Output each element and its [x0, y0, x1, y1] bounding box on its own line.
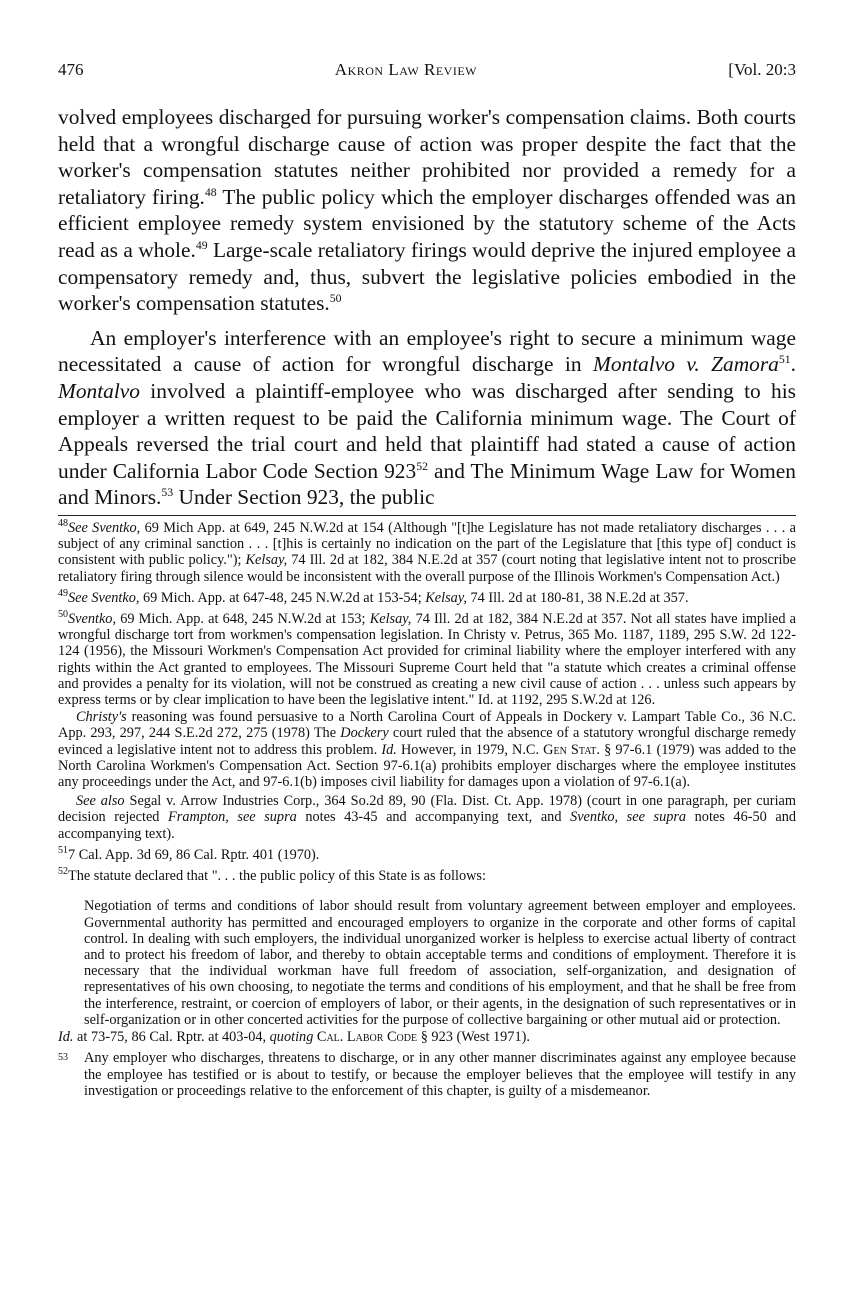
- footnote-52: $^{52}$The statute declared that ". . . the public policy of this State is as follows:: [58, 866, 486, 884]
- body-paragraph-1: volved employees discharged for pursuing worker's compensation claims. Both courts held that a wrongful discharge cause of action was proper despite the fact that the worker's compensation statutes neither prohibited nor provided a remedy for a retaliatory firing.$^{48}$ The public policy which the employer discharges offended was an efficient employee remedy system envisioned by the statutory scheme of the Acts read as a whole.$^{49}$ Large-scale retaliatory firings would deprive the injured employee a compensatory remedy and, thus, subvert the legislative policies embodied in the worker's compensation statutes.$^{50}$: [58, 105, 796, 316]
- body-paragraph-2: An employer's interference with an employee's right to secure a minimum wage necessitated a cause of action for wrongful discharge in Montalvo v. Zamora$^{51}$. Montalvo involved a plaintiff-employee who was discharged after sending to his employer a written request to be paid the California minimum wage. The Court of Appeals reversed the trial court and held that plaintiff had stated a cause of action under California Labor Code Section $923^{52}$ and The Minimum Wage Law for Women and Minors.$^{53}$ Under Section 923, the public: [58, 325, 797, 510]
- case-name: Montalvo: [58, 378, 140, 403]
- running-header: [58, 60, 796, 90]
- footnote-52-citation: Id. at 73-75, 86 Cal. Rptr. at 403-04, quoting Cal. Labor Code § 923 (West 1971).: [58, 1029, 530, 1046]
- footnote-ref-52[interactable]: 52: [416, 459, 428, 473]
- footnote-ref-53[interactable]: 53: [161, 486, 174, 500]
- footnote-50: $^{50}$Sventko, 69 Mich. App. at 648, 245 N.W.2d at 153; Kelsay, 74 Ill. 2d at 182, 384 N.E.2d at 357. Not all states have implied a wrongful discharge tort from workmen's compensation legislation. In Christy v. Petrus, 365 Mo. 1187, 1189, 295 S.W. 2d 122-124 (1956), the Missouri Workmen's Compensation Act provided for criminal liability where the employer interfered with any rights within the Act granted to employees. The Missouri Supreme Court held that "a statute which creates a criminal offense and provides a penalty for its violation, will not be construed as creating a new civil cause of action . . . unless such appears by express terms or by clear implication to have been the legislative intent." Id. at 1192, 295 S.W.2d at 126.: [58, 609, 796, 708]
- footnote-52-quote: Negotiation of terms and conditions of labor should result from voluntary agreement between employer and employees. Governmental authority has permitted and encouraged employers to organize in the corporate and other forms of capital control. In dealing with such employers, the individual unorganized worker is helpless to exercise actual liberty of contract and to protect his freedom of labor, and thereby to obtain acceptable terms and conditions of employment. Therefore it is necessary that the individual workman have full freedom of association, self-organization, and designation of representatives of his own choosing, to negotiate the terms and conditions of his employment, and that he shall be free from the interference, restraint, or coercion of employers of labor, or their agents, in the designation of such representatives or in self-organization or in other concerted activities for the purpose of collective bargaining or other mutual aid or protection.: [84, 898, 796, 1028]
- page: [58, 60, 796, 1099]
- footnote-50-continued-2: See also Segal v. Arrow Industries Corp., 364 So.2d 89, 90 (Fla. Dist. Ct. App. 1978) (court in one paragraph, per curiam decision rejected Frampton, see supra notes 43-45 and accompanying text, and Sventko, see supra notes 46-50 and accompanying text).: [58, 793, 797, 842]
- footnote-51: $^{51}$7 Cal. App. 3d 69, 86 Cal. Rptr. 401 (1970).: [58, 845, 320, 863]
- page-number: 476: [58, 60, 84, 79]
- footnote-53-text: Any employer who discharges, threatens to discharge, or in any other manner discriminates against any employee because the employee has testified or is about to testify, or because the employer believes that the employee will testify in any investigation or proceedings relative to the enforcement of this chapter, is guilty of a misdemeanor.: [84, 1050, 796, 1099]
- footnote-49: $^{49}$See Sventko, 69 Mich. App. at 647-48, 245 N.W.2d at 153-54; Kelsay, 74 Ill. 2d at 180-81, 38 N.E.2d at 357.: [58, 587, 689, 606]
- case-name: Montalvo v. Zamora: [593, 352, 779, 377]
- journal-title: Akron Law Review: [334, 60, 477, 79]
- footnote-ref-49[interactable]: 49: [195, 238, 208, 252]
- footnotes: [58, 520, 796, 1099]
- footnote-divider: [58, 515, 796, 516]
- footnote-ref-48[interactable]: 48: [204, 185, 217, 199]
- footnote-53: 53 Any employer who discharges, threatens to discharge, or in any other manner discriminates against any employee because the employee has testified or is about to testify, or because the employer believes that the employee will testify in any investigation or proceedings relative to the enforcement of this chapter, is guilty of a misdemeanor.: [58, 1050, 796, 1099]
- footnote-ref-51[interactable]: 51: [778, 353, 791, 367]
- footnote-50-continued-1: Christy's reasoning was found persuasive to a North Carolina Court of Appeals in Dockery v. Lampart Table Co., 36 N.C. App. 293, 297, 244 S.E.2d 272, 275 (1978) The Dockery court ruled that the absence of a statutory wrongful discharge remedy evinced a legislative intent not to address this problem. Id. However, in 1979, N.C. Gen Stat. § 97-6.1 (1979) was added to the North Carolina Workmen's Compensation Act. Section 97-6.1(a) prohibits employer discharges where the employee institutes any proceedings under the Act, and 97-6.1(b) imposes civil liability for damages upon a violation of 97-6.1(a).: [58, 709, 796, 790]
- footnote-ref-50[interactable]: 50: [329, 292, 342, 306]
- volume-label: [Vol. 20:3: [728, 60, 796, 79]
- footnote-48: $^{48}$See Sventko, 69 Mich App. at 649, 245 N.W.2d at 154 (Although "[t]he Legislature has not made retaliatory discharges . . . a subject of any criminal sanction . . . [t]his is certainly no indication on the part of the Legislature that [this type of] conduct is consistent with public policy."); Kelsay, 74 Ill. 2d at 182, 384 N.E.2d at 357 (court noting that legislative intent not to proscribe retaliatory firing through silence would be inconsistent with the overall purpose of the Illinois Workmen's Compensation Act.): [58, 518, 796, 585]
